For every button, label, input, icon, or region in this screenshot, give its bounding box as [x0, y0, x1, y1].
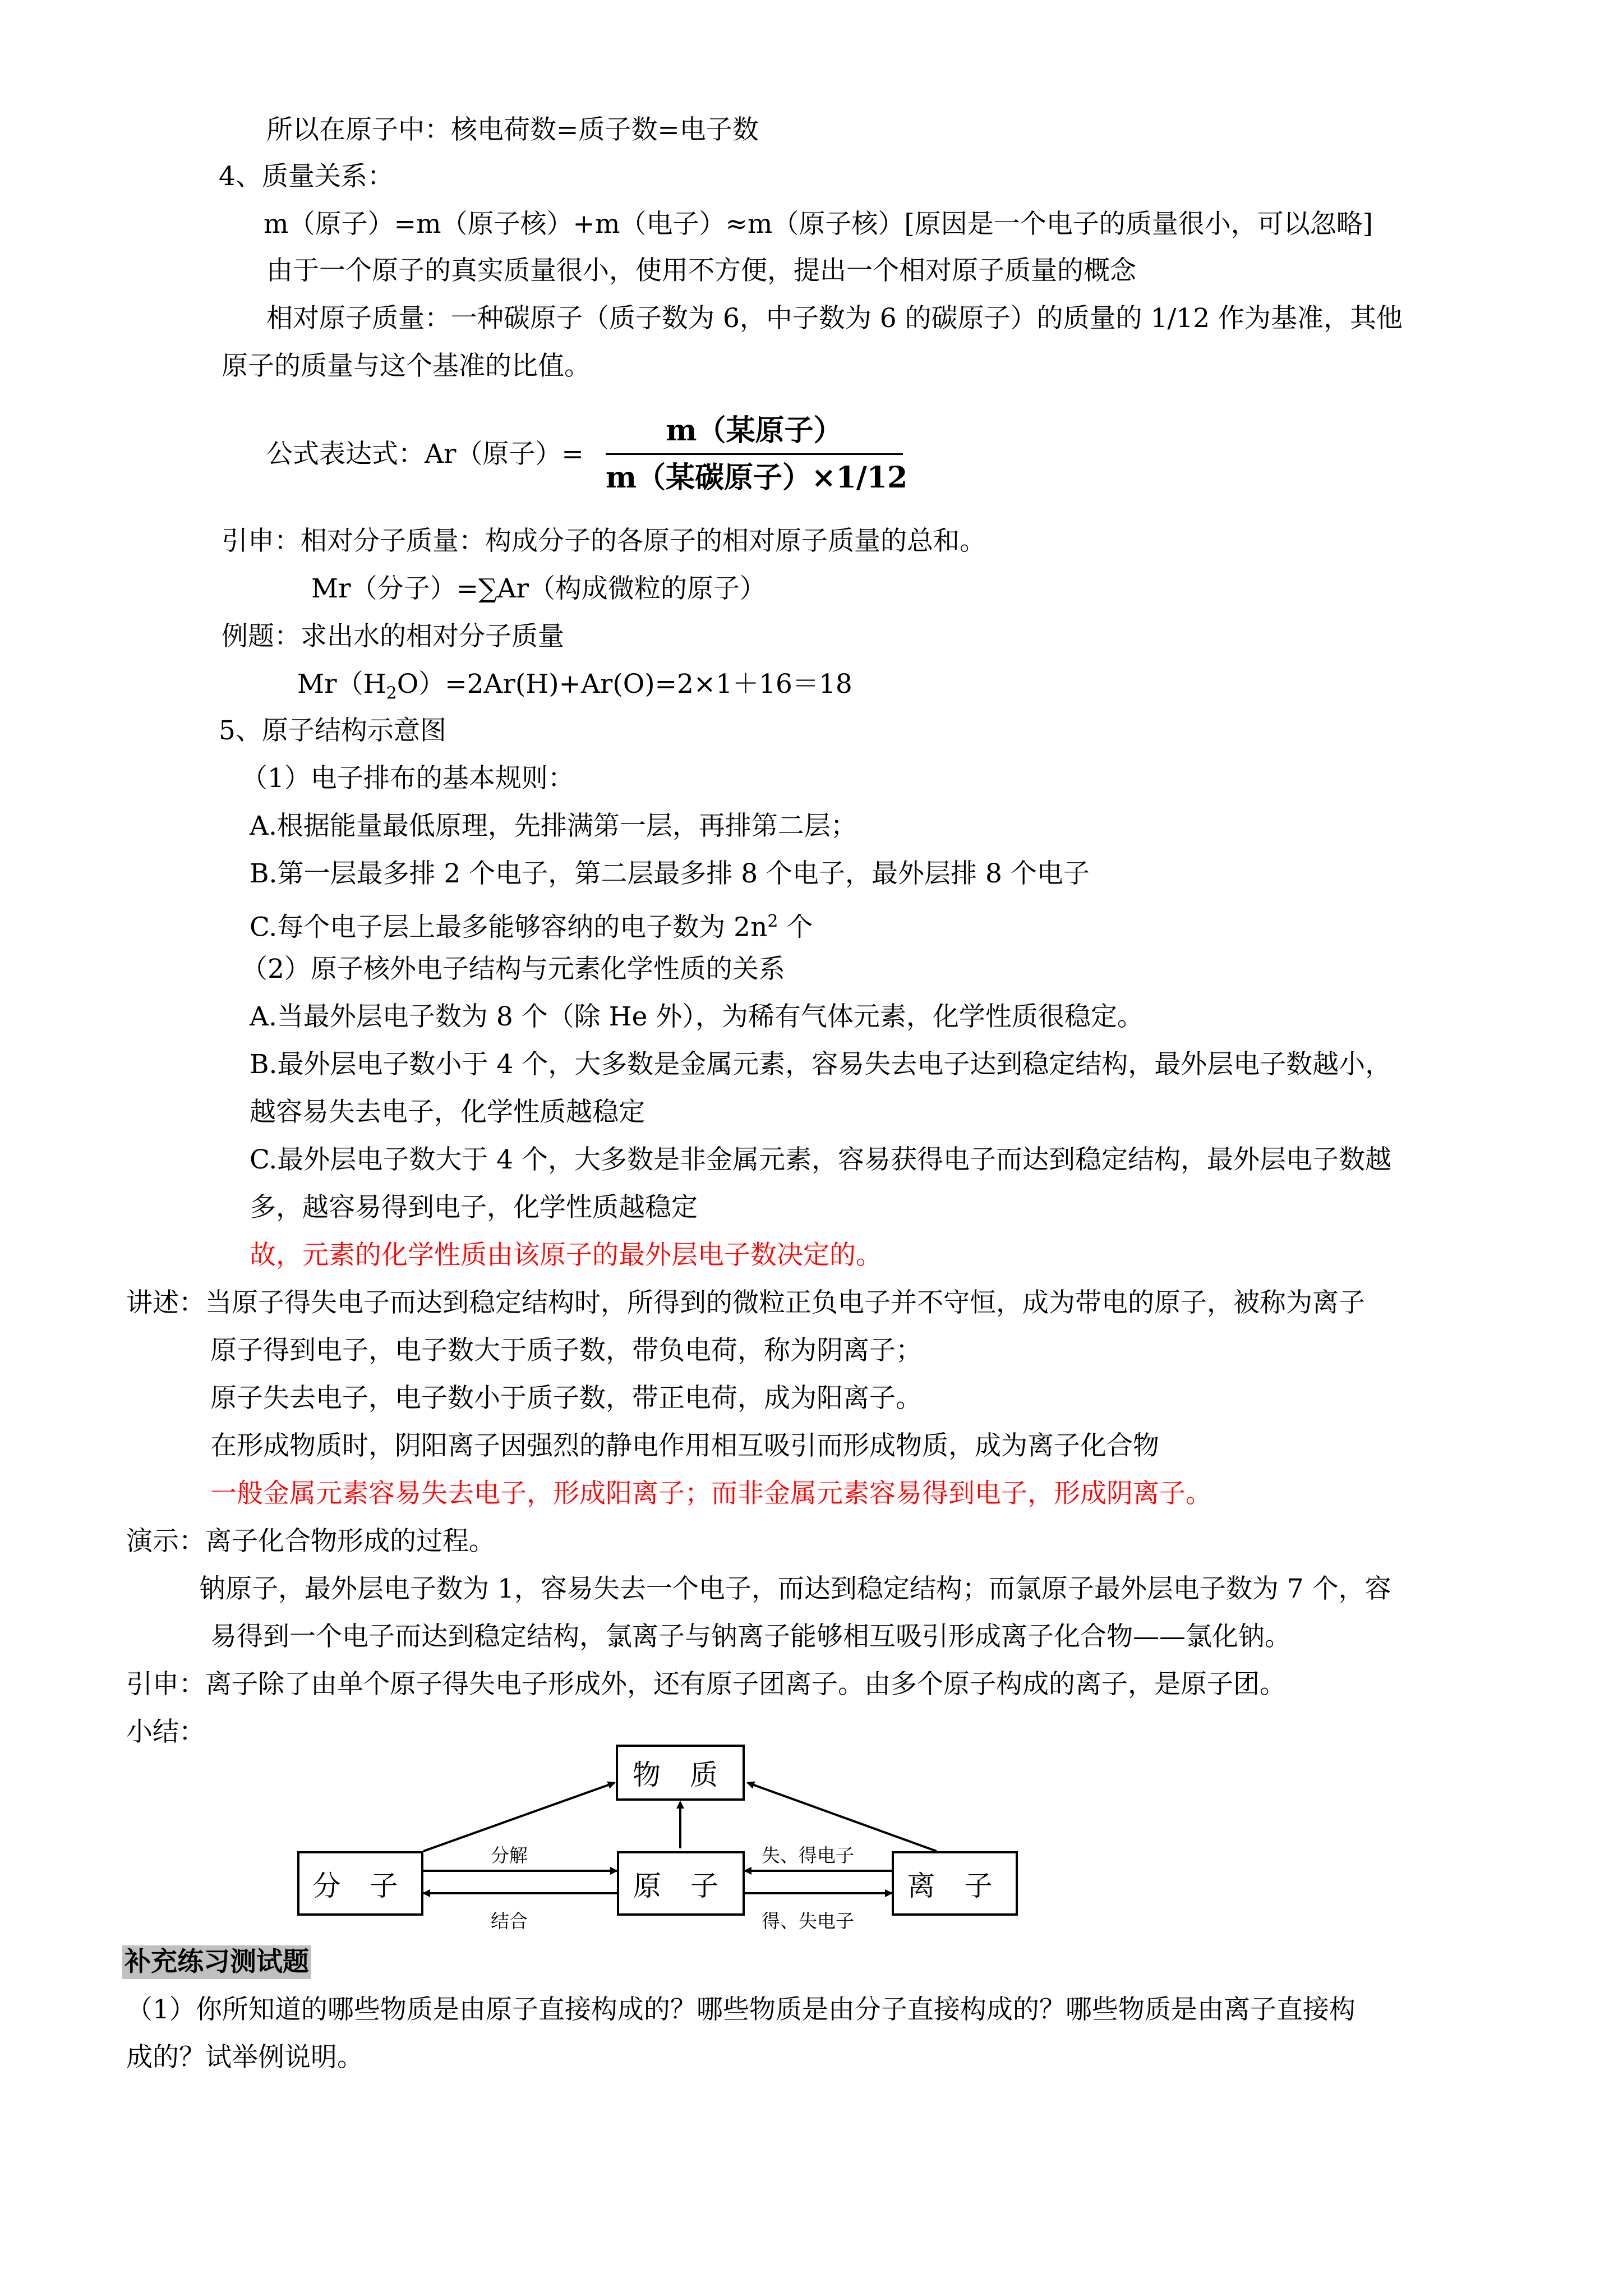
- box-ion: 离 子: [892, 1851, 1018, 1916]
- text-line: A.根据能量最低原理，先排满第一层，再排第二层；: [250, 811, 857, 841]
- text-line: Mr（分子）=∑Ar（构成微粒的原子）: [311, 573, 766, 604]
- text-line: （1）电子排布的基本规则：: [241, 763, 574, 794]
- text-line: 原子失去电子，电子数小于质子数，带正电荷，成为阳离子。: [210, 1383, 922, 1414]
- text-line: 小结：: [126, 1717, 205, 1747]
- label-combine: 结合: [491, 1910, 528, 1932]
- text-line: 在形成物质时，阴阳离子因强烈的静电作用相互吸引而形成物质，成为离子化合物: [210, 1430, 1159, 1461]
- label-lose-gain: 失、得电子: [762, 1844, 854, 1866]
- formula-numerator: m（某原子）: [666, 413, 843, 448]
- question-line: 成的？试举例说明。: [126, 2042, 363, 2073]
- box-matter: 物 质: [616, 1745, 745, 1801]
- formula-denominator: m（某碳原子）×1/12: [606, 461, 908, 495]
- text-line: 相对原子质量：一种碳原子（质子数为 6，中子数为 6 的碳原子）的质量的 1/12 作为基准，其他: [266, 303, 1403, 334]
- label-gain-lose: 得、失电子: [762, 1910, 854, 1932]
- arrow-ion-to-matter: [748, 1783, 937, 1851]
- formula-part: Mr（H: [297, 669, 386, 700]
- text-line: B.第一层最多排 2 个电子，第二层最多排 8 个电子，最外层排 8 个电子: [250, 858, 1090, 889]
- text-line: 原子得到电子，电子数大于质子数，带负电荷，称为阴离子；: [210, 1335, 922, 1366]
- formula-label: 公式表达式：Ar（原子）=: [266, 439, 584, 470]
- text-line: m（原子）=m（原子核）+m（电子）≈m（原子核）[原因是一个电子的质量很小，可以忽略]: [264, 209, 1373, 240]
- text-line: 讲述：当原子得失电子而达到稳定结构时，所得到的微粒正负电子并不守恒，成为带电的原子，被称为离子: [126, 1287, 1365, 1318]
- box-molecule: 分 子: [297, 1851, 423, 1916]
- text-line: 例题：求出水的相对分子质量: [222, 621, 564, 652]
- text-line: 原子的质量与这个基准的比值。: [222, 351, 591, 381]
- section-heading: 5、原子结构示意图: [219, 715, 446, 746]
- subscript: 2: [386, 683, 397, 703]
- label-decompose: 分解: [491, 1844, 528, 1866]
- text-line: 演示：离子化合物形成的过程。: [126, 1526, 495, 1557]
- text-line: C.最外层电子数大于 4 个，大多数是非金属元素，容易获得电子而达到稳定结构，最外层电子数越: [250, 1144, 1392, 1175]
- text-line: 钠原子，最外层电子数为 1，容易失去一个电子，而达到稳定结构；而氯原子最外层电子数为 7 个，容: [199, 1573, 1391, 1604]
- formula-part: O）=2Ar(H)+Ar(O)=2×1＋16＝18: [396, 669, 852, 700]
- text-line: 引申：相对分子质量：构成分子的各原子的相对原子质量的总和。: [222, 526, 986, 556]
- text-part: C.每个电子层上最多能够容纳的电子数为 2n: [250, 912, 768, 943]
- text-line: 由于一个原子的真实质量很小，使用不方便，提出一个相对原子质量的概念: [266, 255, 1136, 286]
- section-title: 补充练习测试题: [122, 1945, 311, 1979]
- text-line: 易得到一个电子而达到稳定结构，氯离子与钠离子能够相互吸引形成离子化合物——氯化钠。: [210, 1621, 1291, 1652]
- emphasis-line: 一般金属元素容易失去电子，形成阳离子；而非金属元素容易得到电子，形成阴离子。: [210, 1478, 1212, 1509]
- emphasis-line: 故，元素的化学性质由该原子的最外层电子数决定的。: [250, 1240, 882, 1271]
- text-line: B.最外层电子数小于 4 个，大多数是金属元素，容易失去电子达到稳定结构，最外层电子数越小，: [250, 1049, 1392, 1080]
- text-line: 所以在原子中：核电荷数=质子数=电子数: [266, 114, 759, 145]
- question-line: （1）你所知道的哪些物质是由原子直接构成的？哪些物质是由分子直接构成的？哪些物质是由离子直接构: [126, 1994, 1355, 2025]
- text-line: 多，越容易得到电子，化学性质越稳定: [250, 1192, 698, 1223]
- text-line: （2）原子核外电子结构与元素化学性质的关系: [241, 954, 785, 984]
- text-line: A.当最外层电子数为 8 个（除 He 外），为稀有气体元素，化学性质很稳定。: [250, 1001, 1144, 1032]
- section-heading: 4、质量关系：: [219, 161, 394, 192]
- superscript: 2: [767, 912, 778, 931]
- arrow-molecule-to-matter: [423, 1783, 615, 1851]
- text-part: 个: [778, 912, 813, 943]
- text-line: 引申：离子除了由单个原子得失电子形成外，还有原子团离子。由多个原子构成的离子，是原子团。: [126, 1669, 1286, 1700]
- box-atom: 原 子: [617, 1851, 745, 1916]
- text-line: 越容易失去电子，化学性质越稳定: [250, 1097, 645, 1128]
